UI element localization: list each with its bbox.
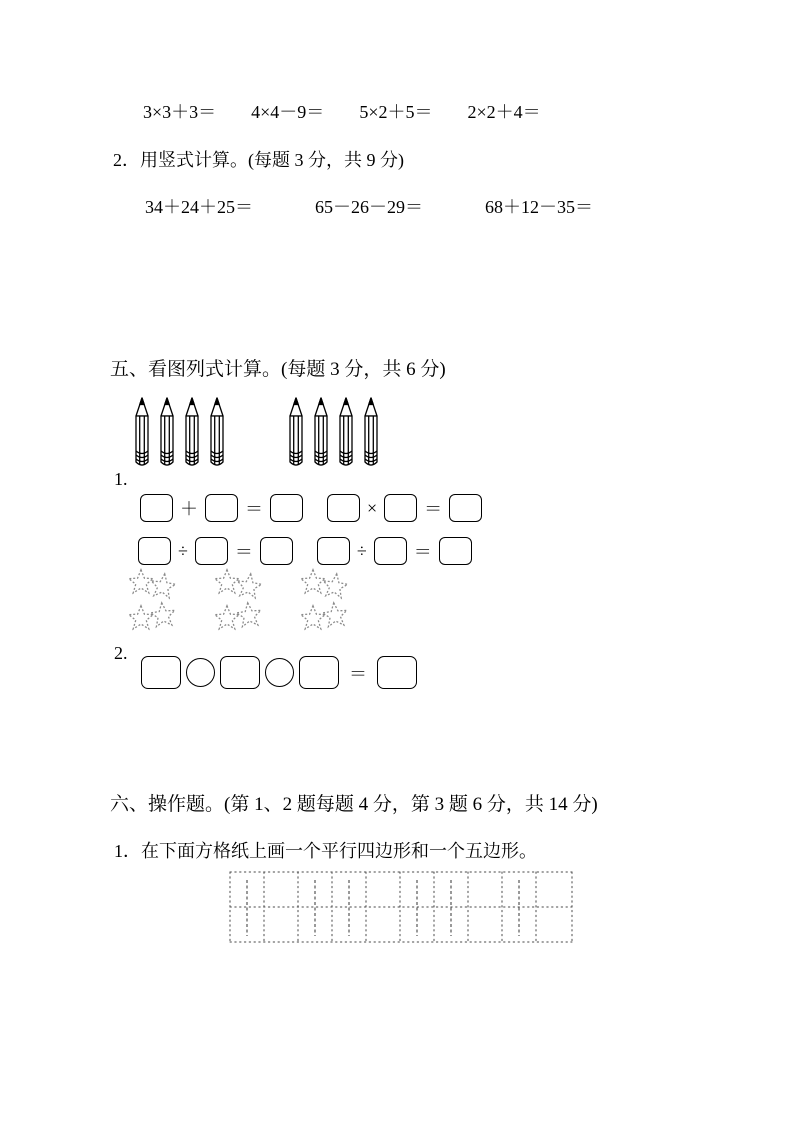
pencil-icon <box>180 396 204 476</box>
operator-circle[interactable] <box>265 658 294 687</box>
equals-sign: ＝ <box>245 499 263 519</box>
equation-row-2 <box>138 537 472 565</box>
equation-division-2 <box>317 537 472 565</box>
expression: 2×2＋4＝ <box>467 102 541 122</box>
equals-sign: ＝ <box>349 663 367 684</box>
star-icon <box>234 600 265 631</box>
star-row-1 <box>127 568 349 596</box>
pencil-icon <box>309 396 333 476</box>
pencil-group-2 <box>284 396 383 476</box>
star-row-2 <box>127 604 349 632</box>
answer-box[interactable] <box>138 537 171 565</box>
pencil-group-1 <box>130 396 229 476</box>
calc-row-2 <box>145 195 593 220</box>
answer-box[interactable] <box>220 656 260 689</box>
pencil-icon <box>284 396 308 476</box>
equation-row-3 <box>141 656 417 689</box>
equation-row-1 <box>140 494 482 522</box>
section6-heading: 六、操作题。(第 1、2 题每题 4 分，第 3 题 6 分，共 14 分) <box>110 794 598 815</box>
answer-box[interactable] <box>141 656 181 689</box>
answer-box[interactable] <box>327 494 360 522</box>
operator-circle[interactable] <box>186 658 215 687</box>
star-cluster <box>299 568 349 596</box>
answer-box[interactable] <box>260 537 293 565</box>
expression: 3×3＋3＝ <box>143 102 217 122</box>
equals-sign: ＝ <box>234 542 253 562</box>
answer-box[interactable] <box>317 537 350 565</box>
answer-box[interactable] <box>195 537 228 565</box>
equals-sign: ＝ <box>413 542 432 562</box>
pencil-icon <box>334 396 358 476</box>
star-icon <box>148 600 179 631</box>
answer-box[interactable] <box>377 656 417 689</box>
equation-addition <box>140 494 303 522</box>
section6-question1: 1．在下面方格纸上画一个平行四边形和一个五边形。 <box>114 841 537 861</box>
star-cluster <box>127 568 177 596</box>
answer-box[interactable] <box>449 494 482 522</box>
equation-division-1 <box>138 537 293 565</box>
answer-box[interactable] <box>205 494 238 522</box>
expression: 4×4－9＝ <box>251 102 325 122</box>
equation-multiplication <box>327 494 482 522</box>
item1-label: 1. <box>114 469 128 489</box>
expression: 34＋24＋25＝ <box>145 197 253 217</box>
pencil-icon <box>130 396 154 476</box>
star-cluster <box>299 604 349 632</box>
divide-operator: ÷ <box>356 540 367 561</box>
star-icon <box>320 600 351 631</box>
plus-operator: ＋ <box>180 499 198 519</box>
star-icon <box>233 570 265 602</box>
pencil-icon <box>205 396 229 476</box>
answer-box[interactable] <box>299 656 339 689</box>
answer-box[interactable] <box>374 537 407 565</box>
drawing-grid[interactable] <box>228 866 574 955</box>
star-icon <box>319 570 351 602</box>
expression: 68＋12－35＝ <box>485 197 593 217</box>
section5-heading: 五、看图列式计算。(每题 3 分，共 6 分) <box>110 359 446 380</box>
expression: 65－26－29＝ <box>315 197 423 217</box>
answer-box[interactable] <box>140 494 173 522</box>
answer-box[interactable] <box>384 494 417 522</box>
calc-row-1 <box>143 100 541 125</box>
expression: 5×2＋5＝ <box>359 102 433 122</box>
equals-sign: ＝ <box>424 499 443 519</box>
star-cluster <box>127 604 177 632</box>
question2-heading: 2．用竖式计算。(每题 3 分，共 9 分) <box>113 150 404 170</box>
divide-operator: ÷ <box>178 540 188 561</box>
star-cluster <box>213 568 263 596</box>
star-cluster <box>213 604 263 632</box>
dotted-grid-paper <box>228 866 574 950</box>
answer-box[interactable] <box>439 537 472 565</box>
answer-box[interactable] <box>270 494 303 522</box>
item2-label: 2. <box>114 643 128 663</box>
times-operator: × <box>367 497 378 518</box>
star-icon <box>147 570 179 602</box>
pencil-icon <box>155 396 179 476</box>
pencil-icon <box>359 396 383 476</box>
